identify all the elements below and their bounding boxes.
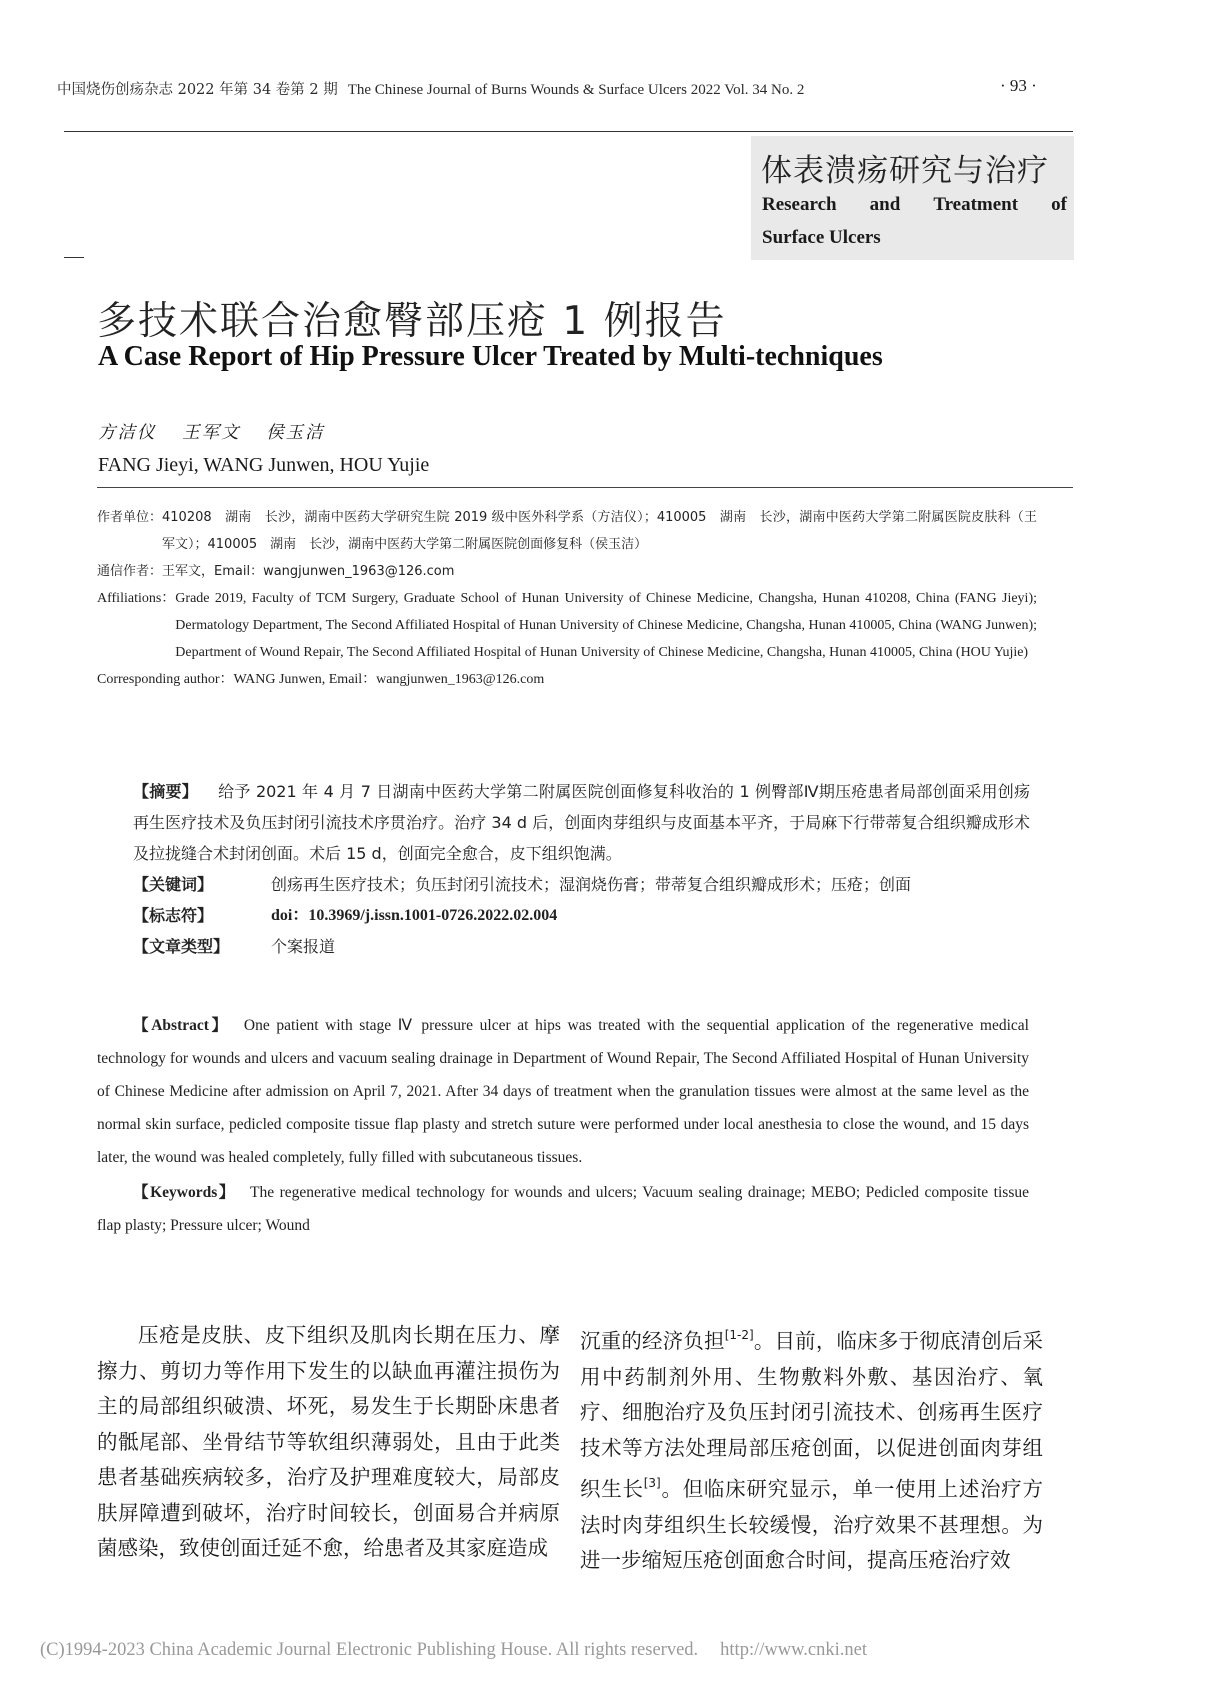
article-type-label: 【文章类型】 <box>133 937 230 956</box>
abstract-en-text: One patient with stage Ⅳ pressure ulcer at hips was treated with the sequential application of the regenerative medical technology for wounds and ulcers and vacuum sealing drainage in Department of Wound Repair, The Second Affiliated Hospital of Hunan University of Chinese Medicine after admission on April 7, 2021. After 34 days of treatment when the granulation tissues were almost at the same level as the normal skin surface, pedicled composite tissue flap plasty and stretch suture were performed under local anesthesia to close the wound, and 15 days later, the wound was healed completely, fully filled with subcutaneous tissues. <box>97 1017 1029 1166</box>
keywords-en-label: 【Keywords】 <box>133 1184 236 1201</box>
column-title-en <box>762 188 1067 254</box>
corresponding-en <box>97 666 1037 693</box>
column-en-word: Research <box>762 194 837 215</box>
abstract-en <box>97 1009 1029 1242</box>
affiliation-en-text: Grade 2019, Faculty of TCM Surgery, Graduate School of Hunan University of Chinese Medicine, Changsha, Hunan 410208, China (FANG Jieyi); Dermatology Department, The Second Affiliated Hospital of Hunan University of Chinese Medicine, Changsha, Hunan 410005, China (WANG Junwen); Department of Wound Repair, The Second Affiliated Hospital of Hunan University of Chinese Medicine, Changsha, Hunan 410005, China (HOU Yujie) <box>175 591 1037 660</box>
abstract-en-label: 【Abstract】 <box>133 1017 230 1034</box>
column-en-word: Treatment <box>933 194 1019 215</box>
keywords-cn <box>133 869 1030 900</box>
affiliation-en-label: Affiliations： <box>97 591 176 606</box>
header-rule <box>64 131 1073 132</box>
author-name: 方洁仪 <box>98 423 157 443</box>
body-paragraph: 压疮是皮肤、皮下组织及肌肉长期在压力、摩擦力、剪切力等作用下发生的以缺血再灌注损伤为主的局部组织破溃、坏死，易发生于长期卧床患者的骶尾部、坐骨结节等软组织薄弱处，且由于此类患者基础疾病较多，治疗及护理难度较大，局部皮肤屏障遭到破坏，治疗时间较长，创面易合并病原菌感染，致使创面迁延不愈，给患者及其家庭造成 <box>97 1323 560 1560</box>
keywords-cn-label: 【关键词】 <box>133 875 214 894</box>
authors-rule <box>97 487 1073 488</box>
citation-ref: [3] <box>643 1476 661 1490</box>
article-title-en: A Case Report of Hip Pressure Ulcer Treated by Multi-techniques <box>98 341 883 372</box>
abstract-cn-label: 【摘要】 <box>133 782 199 801</box>
running-head-en: The Chinese Journal of Burns Wounds & Surface Ulcers 2022 Vol. 34 No. 2 <box>347 82 805 98</box>
author-name: 王军文 <box>182 423 241 443</box>
keywords-en-text: The regenerative medical technology for wounds and ulcers; Vacuum sealing drainage; MEBO; Pedicled composite tissue flap plasty; Pressure ulcer; Wound <box>97 1184 1029 1234</box>
short-rule <box>64 257 84 258</box>
body-column-right <box>580 1318 1043 1579</box>
doi-label: 【标志符】 <box>133 906 214 925</box>
body-column-left <box>97 1318 560 1567</box>
corresponding-cn-label: 通信作者： <box>97 564 163 579</box>
column-en-word: of <box>1051 194 1067 215</box>
keywords-en-para <box>97 1176 1029 1242</box>
column-title-en-line2: Surface Ulcers <box>762 227 881 248</box>
author-name: 侯玉洁 <box>266 423 325 443</box>
authors-cn <box>98 419 343 444</box>
article-type-text: 个案报道 <box>271 937 336 956</box>
affiliation-cn-text: 410208 湖南 长沙，湖南中医药大学研究生院 2019 级中医外科学系（方洁仪）；410005 湖南 长沙，湖南中医药大学第二附属医院皮肤科（王军文）；410005 湖南 长沙，湖南中医药大学第二附属医院创面修复科（侯玉洁） <box>162 510 1037 552</box>
affiliation-en <box>97 585 1037 666</box>
column-title-en-line1 <box>762 188 1067 221</box>
column-en-word: and <box>869 194 901 215</box>
affiliation-cn-label: 作者单位： <box>97 510 163 525</box>
copyright-footer <box>40 1640 867 1661</box>
corresponding-cn-text: 王军文，Email：wangjunwen_1963@126.com <box>162 564 455 579</box>
abstract-cn <box>133 776 1030 962</box>
body-text: 沉重的经济负担 <box>580 1329 725 1353</box>
corresponding-en-label: Corresponding author： <box>97 672 234 687</box>
doi-text: doi：10.3969/j.issn.1001-0726.2022.02.004 <box>271 907 558 924</box>
abstract-cn-para <box>133 776 1030 869</box>
affiliations <box>97 504 1037 693</box>
copyright-text: (C)1994-2023 China Academic Journal Electronic Publishing House. All rights reserved. <box>40 1640 699 1660</box>
running-head <box>57 78 1057 99</box>
citation-ref: [1-2] <box>724 1328 754 1342</box>
keywords-cn-text: 创疡再生医疗技术；负压封闭引流技术；湿润烧伤膏；带蒂复合组织瓣成形术；压疮；创面 <box>271 875 912 894</box>
corresponding-cn <box>97 558 1037 585</box>
corresponding-en-text: WANG Junwen, Email：wangjunwen_1963@126.com <box>233 672 545 687</box>
body-paragraph <box>580 1318 1043 1579</box>
body-text: 。目前，临床多于彻底清创后采用中药制剂外用、生物敷料外敷、基因治疗、氧疗、细胞治疗及负压封闭引流技术、创疡再生医疗技术等方法处理局部压疮创面，以促进创面肉芽组织生长 <box>580 1329 1044 1501</box>
affiliation-cn <box>97 504 1037 558</box>
doi-row <box>133 900 1030 931</box>
article-type-row <box>133 931 1030 962</box>
page-number: · 93 · <box>1000 76 1037 95</box>
article-title-cn: 多技术联合治愈臀部压疮 1 例报告 <box>97 299 727 344</box>
footer-url: http://www.cnki.net <box>720 1640 867 1660</box>
authors-en: FANG Jieyi, WANG Junwen, HOU Yujie <box>98 454 430 476</box>
abstract-cn-text: 给予 2021 年 4 月 7 日湖南中医药大学第二附属医院创面修复科收治的 1 例臀部Ⅳ期压疮患者局部创面采用创疡再生医疗技术及负压封闭引流技术序贯治疗。治疗 34 d 后，创面肉芽组织与皮面基本平齐，于局麻下行带蒂复合组织瓣成形术及拉拢缝合术封闭创面。术后 15 d，创面完全愈合，皮下组织饱满。 <box>133 782 1030 863</box>
column-title-cn: 体表溃疡研究与治疗 <box>761 153 1049 189</box>
abstract-en-para <box>97 1009 1029 1174</box>
body-text: 。但临床研究显示，单一使用上述治疗方法时肉芽组织生长较缓慢，治疗效果不甚理想。为进一步缩短压疮创面愈合时间，提高压疮治疗效 <box>580 1477 1044 1572</box>
running-head-cn: 中国烧伤创疡杂志 2022 年第 34 卷第 2 期 <box>57 82 338 98</box>
